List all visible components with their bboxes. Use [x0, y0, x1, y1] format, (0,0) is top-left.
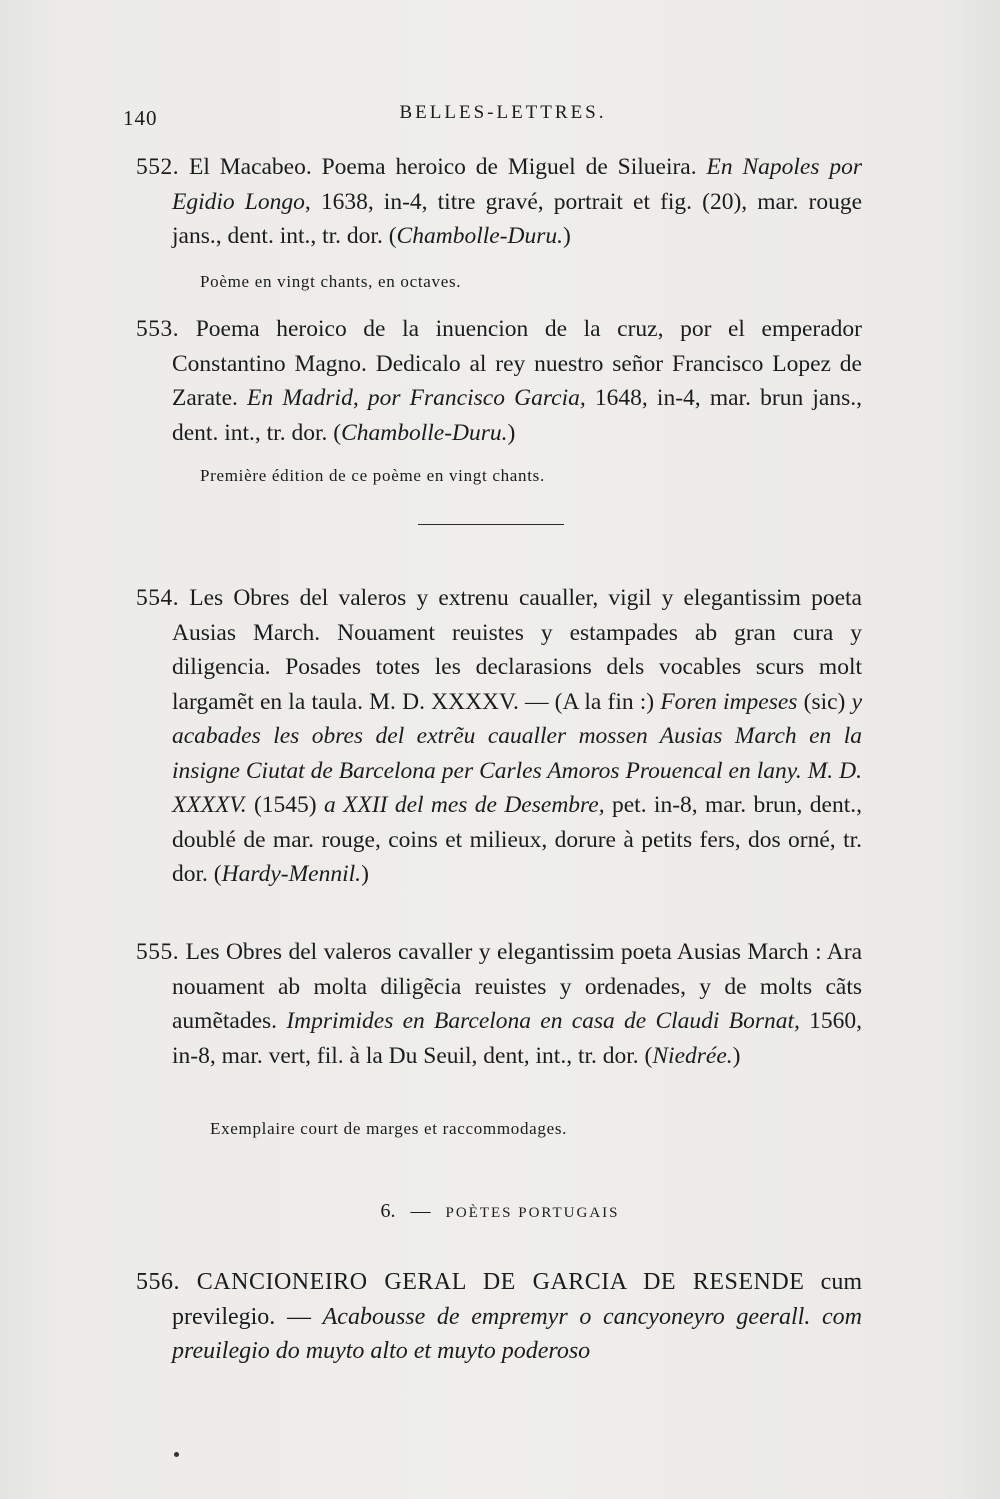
catalog-entry-552: 552. El Macabeo. Poema heroico de Miguel de Silueira. En Napoles por Egidio Longo, 1638, in-4, titre gravé, portrait et fig. (20), mar. rouge jans., dent. int., tr. dor. (Chambolle-Duru.)	[136, 154, 863, 249]
section-heading	[0, 1200, 1000, 1223]
section-divider	[418, 524, 564, 525]
entry-number: 552.	[136, 154, 180, 180]
entry-note-552: Poème en vingt chants, en octaves.	[200, 272, 462, 291]
catalog-entry-556: 556. CANCIONEIRO GERAL DE GARCIA DE RESENDE cum previlegio. — Acabousse de empremyr o cancyoneyro geerall. com preuilegio do muyto alto et muyto poderoso	[136, 1269, 862, 1364]
catalog-entry-555: 555. Les Obres del valeros cavaller y elegantissim poeta Ausias March : Ara nouament ab molta diligẽcia reuistes y ordenades, y de molts cãts aumẽtades. Imprimides en Barcelona en casa de Claudi Bornat, 1560, in-8, mar. vert, fil. à la Du Seuil, dent, int., tr. dor. (Niedrée.)	[136, 939, 862, 1069]
section-number: 6.	[380, 1200, 396, 1222]
entry-number: 555.	[136, 939, 180, 965]
entry-number: 554.	[136, 585, 180, 611]
section-dash: —	[410, 1200, 431, 1222]
catalog-entry-553: 553. Poema heroico de la inuencion de la cruz, por el emperador Constantino Magno. Dedicalo al rey nuestro señor Francisco Lopez de Zarate. En Madrid, por Francisco Garcia, 1648, in-4, mar. brun jans., dent. int., tr. dor. (Chambolle-Duru.)	[136, 316, 862, 446]
entry-number: 553.	[136, 316, 180, 342]
running-title: BELLES-LETTRES.	[399, 102, 607, 123]
entry-note-555: Exemplaire court de marges et raccommodages.	[210, 1119, 568, 1138]
page-number: 140	[123, 106, 158, 130]
page-header	[123, 100, 883, 134]
ink-speck	[174, 1452, 179, 1457]
entry-note-553: Première édition de ce poème en vingt chants.	[200, 466, 545, 485]
entry-title: CANCIONEIRO GERAL DE GARCIA DE RESENDE	[180, 1269, 805, 1295]
catalog-entry-554: 554. Les Obres del valeros y extrenu caualler, vigil y elegantissim poeta Ausias March. Nouament reuistes y estampades ab gran cura y diligencia. Posades totes les declarasions dels vocables scurs molt largamẽt en la taula. M. D. XXXXV. — (A la fin :) Foren impeses (sic) y acabades les obres del extrẽu caualler mossen Ausias March en la insigne Ciutat de Barcelona per Carles Amoros Prouencal en lany. M. D. XXXXV. (1545) a XXII del mes de Desembre, pet. in-8, mar. brun, dent., doublé de mar. rouge, coins et milieux, dorure à petits fers, dos orné, tr. dor. (Hardy-Mennil.)	[136, 585, 863, 887]
entry-number: 556.	[136, 1269, 180, 1295]
section-title-text: POÈTES PORTUGAIS	[445, 1205, 620, 1221]
